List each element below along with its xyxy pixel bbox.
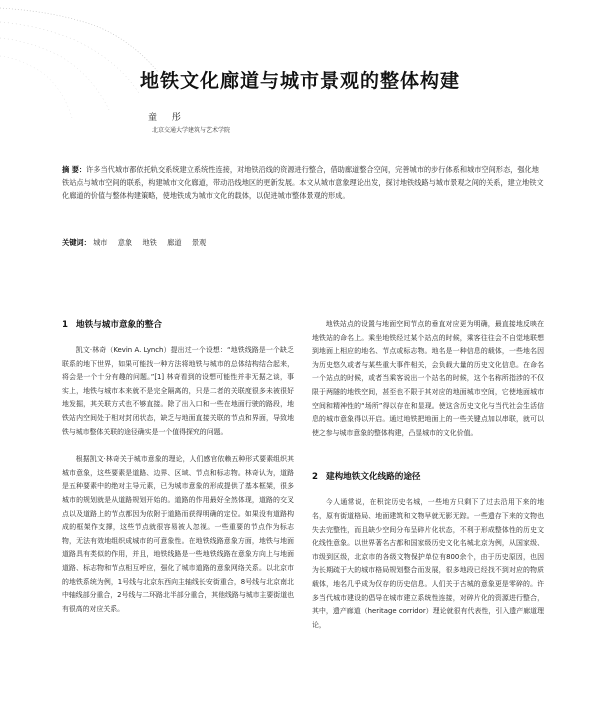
author-affiliation: 北京交通大学建筑与艺术学院 <box>152 127 231 134</box>
article-title: 地铁文化廊道与城市景观的整体构建 <box>139 70 460 92</box>
right-column <box>312 318 544 632</box>
keywords-label: 关键词： <box>62 238 91 247</box>
keyword: 城市 <box>93 238 108 247</box>
left-column <box>62 318 294 616</box>
keyword: 廊道 <box>167 238 182 247</box>
keyword: 景观 <box>191 238 207 247</box>
section-heading <box>312 470 544 482</box>
section-title: 地铁与城市意象的整合 <box>75 320 162 330</box>
keyword: 意象 <box>117 238 133 247</box>
keyword: 地铁 <box>142 238 157 247</box>
paragraph: 今人通常说，在积淀历史名城，一些地方只剩下了过去沿用下来的地名，原有街道格局、地面建筑和文物早就无影无踪。一些遗存下来的文物也失去完整性，而且缺少空间分布呈碎片化状态，不利于形成整体性的历史文化线性意象。以世界著名古都和国家级历史文化名城北京为例，从国家级、市级到区级，北京市的各级文物保护单位有800余个，由于历史原因，也因为长期疏于大的城市格局规划整合而发展，很多地段已经找不到对应的物质载体，地名几乎成为仅存的历史信息。人们关于古城的意象更是零碎的。许多当代城市建设的倡导在城市建立系统性连接，对碎片化的资源进行整合，其中，遗产廊道（heritage corridor）理论就很有代表性，引入遗产廊道理论， <box>312 498 544 629</box>
paragraph: 根据凯文·林奇关于城市意象的理论，人们感官依赖五种形式要素组织其城市意象，这些要素是道路、边界、区域、节点和标志物。林奇认为，道路是五种要素中的绝对主导元素，已为城市意象的形成提供了基本框架，很多城市的规划就是从道路规划开始的。道路的作用最好全然体现，道路的交叉点以及道路上的节点都因为依附于道路而获得明确的定位。如果没有道路构成的框架作支撑，这些节点就很容易被人忽视。一些重要的节点作为标志物，无法有效地组织成城市的可意象性。在地铁线路意象方面，地铁与地面道路具有类似的作用，并且，地铁线路是一些地铁线路在意象方向上与地面道路、标志物和节点相互呼应，强化了城市道路的意象网络关系。以北京市的地铁系统为例，1号线与北京东西向主轴线长安街重合，8号线与北京南北中轴线部分重合，2号线与二环路北半部分重合，其他线路与城市主要街道也有很高的对应关系。 <box>62 455 294 613</box>
abstract-text: 许多当代城市都依托轨交系统建立系统性连接，对地铁沿线的资源进行整合，借助廊道整合空间，完善城市的步行体系和城市空间形态，强化地铁站点与城市空间的联系，构建城市文化廊道，带动沿线地区的更新发展。本文从城市意象理论出发，探讨地铁线路与城市景观之间的关系，建立地铁文化廊道的价值与整体构建策略，使地铁成为城市文化的载体，以促进城市整体景观的形成。 <box>62 165 544 200</box>
paragraph: 地铁站点的设置与地面空间节点的垂直对应更为明确，最直接地反映在地铁站的命名上。乘坐地铁经过某个站点的时候，乘客往往会不自觉地联想到地面上相应的地名、节点或标志物。地名是一种信息的载体，一些地名因为历史悠久或者与某些重大事件相关，会负载大量的历史文化信息。在命名一个站点的时候，或者当乘客说出一个站名的时候，这个名称所指涉的不仅限于两隧的地铁空间，甚至也不限于其对应的地面城市空间，它使地面城市空间和精神性的“场所”得以存在和显现。使这含历史文化与当代社会生活信息的城市意象得以开启。通过地铁把地面上的一些关键点加以串联，就可以使之参与城市意象的整体构建，凸显城市的文化价值。 <box>312 320 544 437</box>
section-heading <box>62 318 294 330</box>
abstract <box>62 163 546 202</box>
section-title: 建构地铁文化线路的途径 <box>325 472 421 483</box>
section-number: 1 <box>62 320 68 330</box>
author-name: 童 彤 <box>148 113 187 123</box>
keywords <box>62 238 214 248</box>
section-number: 2 <box>312 472 318 483</box>
scan-corner-artifact <box>0 0 160 120</box>
paragraph: 凯文·林奇（Kevin A. Lynch）提出过一个设想：“地铁线路是一个缺乏联系的地下世界，如果可能找一种方法将地铁与城市的总体结构结合起来，将会是一个十分有趣的问题。”[1] 林奇看到的设想可能性并非无据之谈，事实上，地铁与城市本来就不是完全隔离的，只是二者的关联度很多未被很好地发掘，其关联方式也不够直接。除了出入口和一些在地面行驶的路段，地铁站内空间处于相对封闭状态，缺乏与地面直接关联的节点和界面，导致地铁与城市整体关联的途径确实是一个值得探究的问题。 <box>62 346 294 436</box>
abstract-label: 摘 要： <box>62 165 87 174</box>
